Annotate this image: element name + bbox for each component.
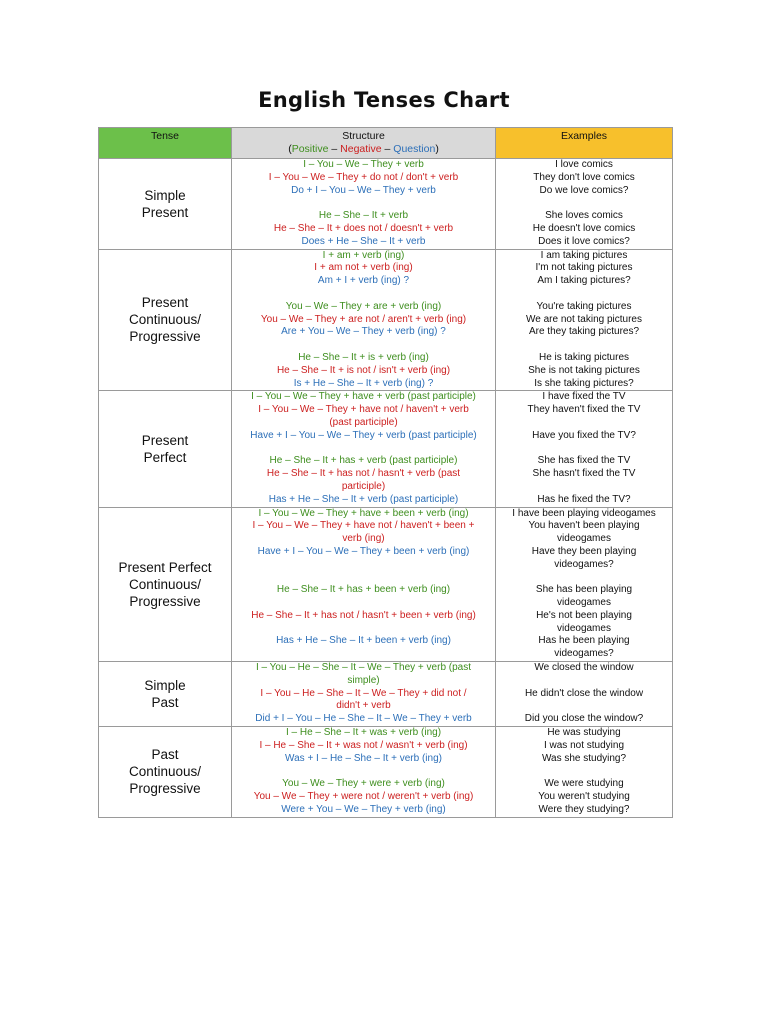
- structure-cell: [232, 507, 496, 662]
- example-line: Am I taking pictures?: [537, 275, 631, 287]
- example-line: videogames: [557, 622, 611, 634]
- tense-name-line: Continuous/: [128, 312, 202, 328]
- tense-name-line: Past: [151, 695, 179, 711]
- structure-cell: [232, 391, 496, 507]
- tense-name-line: Perfect: [143, 449, 187, 465]
- example-line: Have you fixed the TV?: [532, 429, 636, 441]
- tense-name-line: Progressive: [129, 781, 201, 797]
- example-line: She has fixed the TV: [537, 455, 631, 467]
- structure-question: Do + I – You – We – They + verb: [291, 184, 436, 196]
- examples-cell: [496, 662, 673, 727]
- structure-positive: I – You – We – They + verb: [303, 159, 424, 170]
- tenses-table: [98, 127, 673, 818]
- example-line: She hasn't fixed the TV: [532, 468, 636, 480]
- header-structure: [232, 128, 496, 159]
- example-line: Did you close the window?: [524, 713, 644, 725]
- structure-question: Are + You – We – They + verb (ing) ?: [281, 326, 446, 338]
- legend-question: Question: [393, 143, 436, 155]
- example-line: Was she studying?: [541, 752, 627, 764]
- example-line: He doesn't love comics: [532, 222, 636, 234]
- header-row: [99, 128, 673, 159]
- examples-cell: [496, 249, 673, 391]
- tense-row: [99, 159, 673, 250]
- tense-row: [99, 391, 673, 507]
- example-line: Have they been playing: [531, 545, 637, 557]
- example-line: videogames?: [554, 648, 614, 660]
- example-line: Do we love comics?: [539, 184, 629, 196]
- tense-name-line: Simple: [144, 187, 186, 203]
- example-line: We are not taking pictures: [526, 313, 642, 325]
- structure-positive: He – She – It + is + verb (ing): [298, 351, 429, 363]
- structure-negative: He – She – It + does not / doesn't + verb: [273, 222, 454, 234]
- structure-negative: You – We – They + were not / weren't + verb (ing): [253, 791, 474, 803]
- tense-name-line: Present: [141, 204, 189, 220]
- structure-negative: verb (ing): [342, 533, 385, 545]
- example-line: I was not studying: [543, 739, 625, 751]
- tense-name: [99, 249, 232, 391]
- examples-cell: [496, 391, 673, 507]
- structure-positive: You – We – They + were + verb (ing): [282, 778, 445, 790]
- example-line: They haven't fixed the TV: [527, 404, 641, 416]
- example-line: She loves comics: [545, 210, 623, 222]
- example-line: videogames: [557, 533, 611, 545]
- example-line: You haven't been playing: [528, 520, 640, 532]
- structure-cell: [232, 249, 496, 391]
- tense-name-line: Past: [151, 747, 179, 763]
- structure-negative: participle): [341, 480, 386, 492]
- example-line: She has been playing: [535, 584, 633, 596]
- structure-question: Am + I + verb (ing) ?: [317, 275, 410, 287]
- structure-negative: I – You – We – They + do not / don't + verb: [268, 171, 459, 183]
- example-line: We were studying: [544, 778, 624, 790]
- example-line: He didn't close the window: [524, 687, 644, 699]
- tense-row: [99, 662, 673, 727]
- example-line: I am taking pictures: [540, 249, 628, 261]
- tense-name: [99, 662, 232, 727]
- tense-name: [99, 507, 232, 662]
- structure-positive: He – She – It + verb: [318, 210, 409, 222]
- structure-positive: I – He – She – It + was + verb (ing): [285, 727, 442, 739]
- structure-positive: simple): [347, 674, 380, 686]
- example-line: He's not been playing: [536, 609, 632, 621]
- example-line: We closed the window: [534, 662, 634, 674]
- example-line: videogames: [557, 597, 611, 609]
- structure-positive: I + am + verb (ing): [322, 249, 405, 261]
- example-line: I have been playing videogames: [512, 507, 656, 519]
- structure-cell: [232, 662, 496, 727]
- header-legend: [232, 143, 495, 156]
- structure-positive: He – She – It + has + been + verb (ing): [276, 584, 451, 596]
- legend-separator: –: [381, 143, 394, 155]
- example-line: She is not taking pictures: [528, 364, 640, 376]
- tense-name-line: Progressive: [129, 329, 201, 345]
- tense-name-line: Continuous/: [128, 764, 202, 780]
- example-line: You weren't studying: [538, 791, 630, 803]
- example-line: Were they studying?: [538, 803, 630, 815]
- legend-separator: –: [328, 143, 341, 155]
- structure-negative: He – She – It + has not / hasn't + been + verb (ing): [251, 609, 476, 621]
- example-line: They don't love comics: [533, 171, 635, 183]
- tense-row: [99, 727, 673, 818]
- structure-question: Was + I – He – She – It + verb (ing): [285, 752, 442, 764]
- header-structure-label: Structure: [342, 130, 385, 142]
- structure-question: Did + I – You – He – She – It – We – They + verb: [255, 713, 472, 725]
- example-line: Are they taking pictures?: [528, 326, 640, 338]
- legend-positive: Positive: [291, 143, 329, 155]
- example-line: I love comics: [555, 159, 613, 170]
- tense-row: [99, 507, 673, 662]
- example-line: I'm not taking pictures: [535, 262, 633, 274]
- structure-cell: [232, 727, 496, 818]
- examples-cell: [496, 159, 673, 250]
- tense-name: [99, 391, 232, 507]
- tense-name-line: Simple: [144, 678, 186, 694]
- examples-cell: [496, 727, 673, 818]
- structure-negative: He – She – It + has not / hasn't + verb (past: [266, 468, 461, 480]
- structure-negative: I – He – She – It + was not / wasn't + verb (ing): [259, 739, 468, 751]
- tense-row: [99, 249, 673, 391]
- structure-positive: I – You – We – They + have + been + verb (ing): [258, 507, 469, 519]
- tense-name: [99, 159, 232, 250]
- structure-question: Were + You – We – They + verb (ing): [281, 803, 446, 815]
- structure-question: Does + He – She – It + verb: [301, 235, 426, 247]
- structure-negative: didn't + verb: [336, 700, 391, 712]
- structure-cell: [232, 159, 496, 250]
- structure-question: Have + I – You – We – They + been + verb (ing): [257, 545, 470, 557]
- header-examples: Examples: [496, 128, 673, 159]
- legend-paren-close: ): [435, 143, 439, 155]
- examples-cell: [496, 507, 673, 662]
- legend-paren-open: (: [288, 143, 292, 155]
- example-line: Has he fixed the TV?: [537, 493, 631, 505]
- page-title: English Tenses Chart: [258, 88, 510, 112]
- header-tense: Tense: [99, 128, 232, 159]
- tense-name-line: Continuous/: [128, 576, 202, 592]
- example-line: He is taking pictures: [538, 351, 630, 363]
- example-line: videogames?: [554, 558, 614, 570]
- structure-positive: He – She – It + has + verb (past participle): [269, 455, 458, 467]
- tense-name-line: Present: [141, 432, 189, 448]
- structure-negative: I – You – We – They + have not / haven't + verb: [258, 404, 469, 416]
- tense-name: [99, 727, 232, 818]
- structure-question: Have + I – You – We – They + verb (past participle): [250, 429, 477, 441]
- example-line: Is she taking pictures?: [534, 377, 634, 389]
- structure-negative: I – You – We – They + have not / haven't + been +: [252, 520, 475, 532]
- example-line: He was studying: [547, 727, 621, 739]
- tense-name-line: Present: [141, 295, 189, 311]
- structure-question: Has + He – She – It + been + verb (ing): [276, 635, 451, 647]
- structure-negative: He – She – It + is not / isn't + verb (ing): [276, 364, 451, 376]
- structure-positive: I – You – He – She – It – We – They + verb (past: [255, 662, 472, 674]
- structure-negative: I + am not + verb (ing): [314, 262, 413, 274]
- structure-negative: (past participle): [329, 416, 398, 428]
- structure-positive: I – You – We – They + have + verb (past participle): [251, 391, 476, 403]
- example-line: Does it love comics?: [538, 235, 630, 247]
- structure-negative: I – You – He – She – It – We – They + did not /: [260, 687, 467, 699]
- structure-question: Has + He – She – It + verb (past participle): [268, 493, 459, 505]
- tense-name-line: Present Perfect: [118, 559, 212, 575]
- example-line: I have fixed the TV: [542, 391, 626, 403]
- structure-negative: You – We – They + are not / aren't + verb (ing): [260, 313, 467, 325]
- structure-question: Is + He – She – It + verb (ing) ?: [293, 377, 434, 389]
- example-line: Has he been playing: [538, 635, 630, 647]
- legend-negative: Negative: [340, 143, 382, 155]
- tense-name-line: Progressive: [129, 593, 201, 609]
- structure-positive: You – We – They + are + verb (ing): [285, 300, 442, 312]
- example-line: You're taking pictures: [536, 300, 632, 312]
